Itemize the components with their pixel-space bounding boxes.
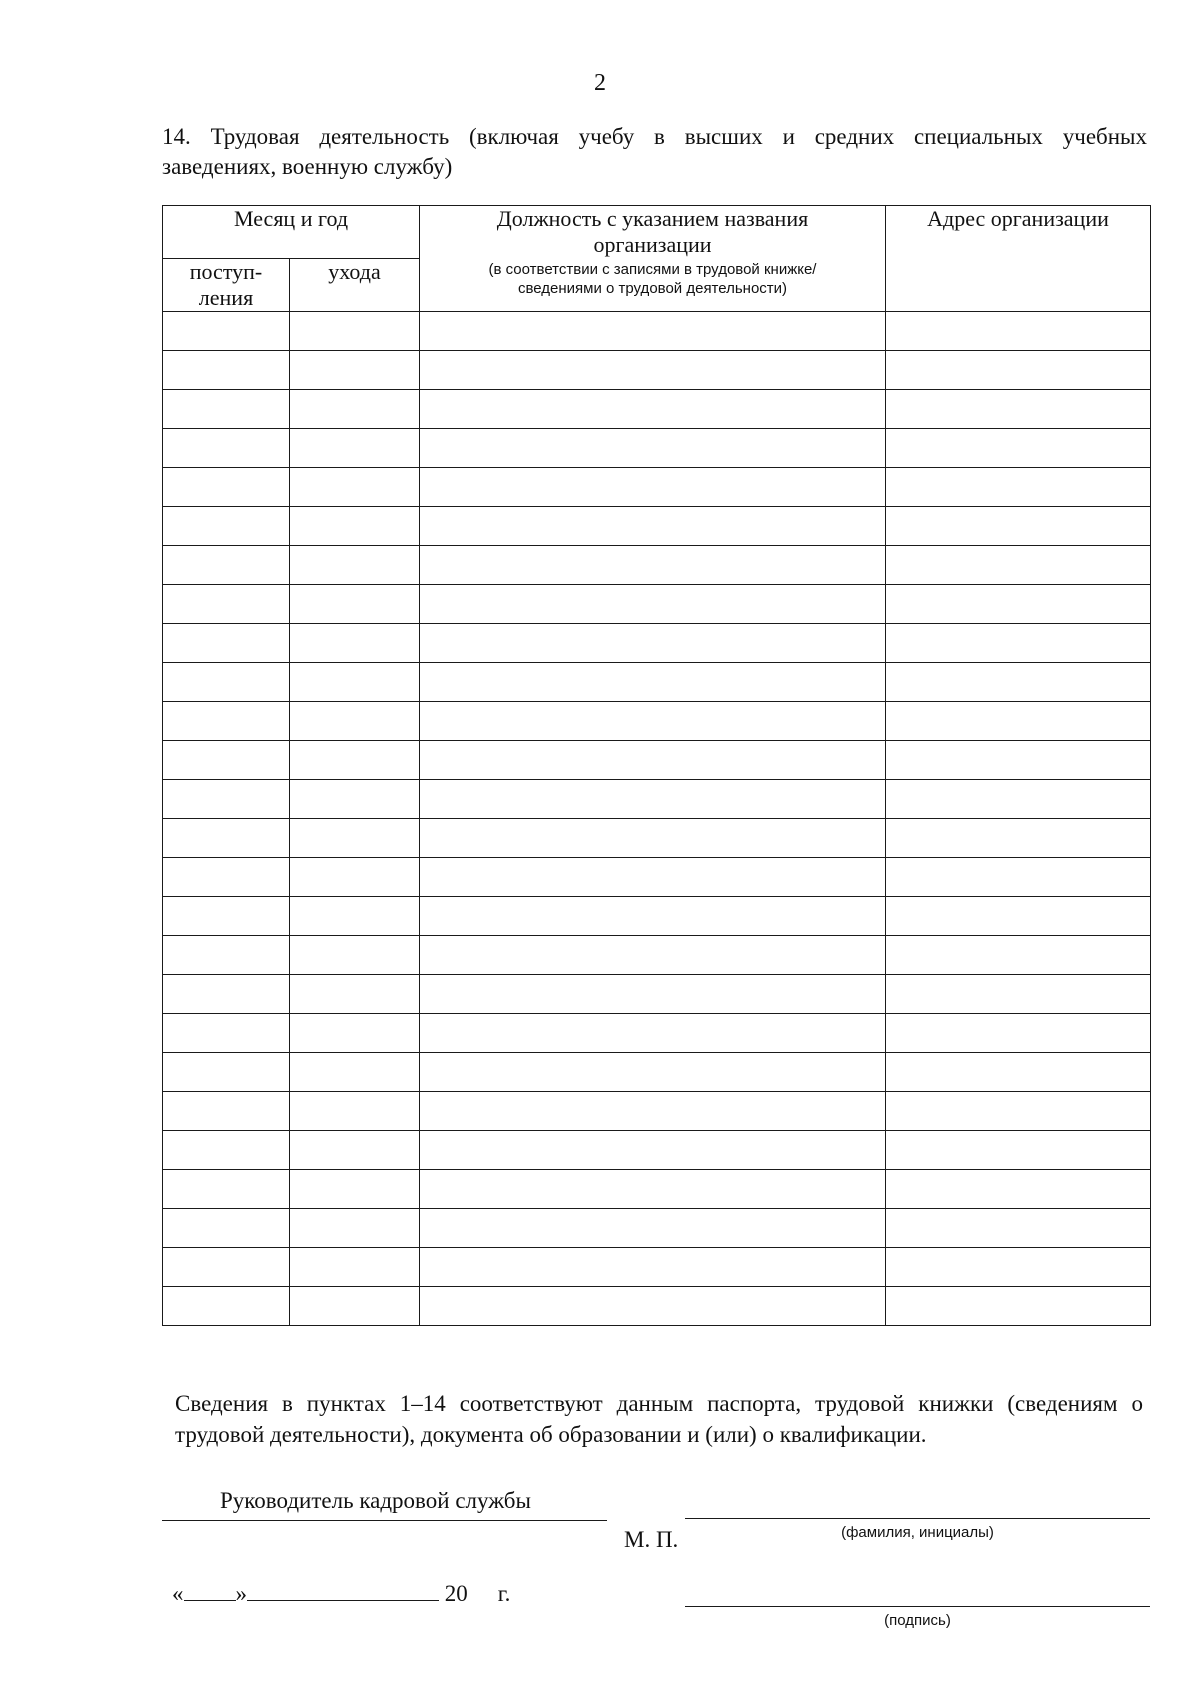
table-row bbox=[163, 351, 1151, 390]
start-date-cell[interactable] bbox=[163, 468, 290, 507]
end-date-cell[interactable] bbox=[290, 936, 420, 975]
position-cell[interactable] bbox=[420, 936, 886, 975]
position-cell[interactable] bbox=[420, 312, 886, 351]
end-date-cell[interactable] bbox=[290, 624, 420, 663]
date-open-quote: « bbox=[172, 1581, 184, 1606]
position-cell[interactable] bbox=[420, 1209, 886, 1248]
hr-title-underline bbox=[162, 1520, 607, 1521]
start-date-cell[interactable] bbox=[163, 1014, 290, 1053]
start-date-label: поступ- ления bbox=[189, 259, 263, 310]
end-date-cell[interactable] bbox=[290, 858, 420, 897]
table-row bbox=[163, 975, 1151, 1014]
section-heading-line-2: заведениях, военную службу) bbox=[162, 154, 453, 179]
address-header bbox=[886, 206, 1151, 312]
table-row bbox=[163, 1092, 1151, 1131]
address-cell[interactable] bbox=[886, 507, 1151, 546]
end-date-cell[interactable] bbox=[290, 351, 420, 390]
table-row bbox=[163, 663, 1151, 702]
end-date-cell[interactable] bbox=[290, 546, 420, 585]
address-cell[interactable] bbox=[886, 585, 1151, 624]
position-cell[interactable] bbox=[420, 585, 886, 624]
start-date-cell[interactable] bbox=[163, 975, 290, 1014]
position-cell[interactable] bbox=[420, 390, 886, 429]
address-cell[interactable] bbox=[886, 741, 1151, 780]
signature-caption: (подпись) bbox=[884, 1612, 951, 1629]
table-row bbox=[163, 1170, 1151, 1209]
end-date-cell[interactable] bbox=[290, 1248, 420, 1287]
address-cell[interactable] bbox=[886, 546, 1151, 585]
hr-head-title: Руководитель кадровой службы bbox=[220, 1488, 531, 1513]
end-date-cell[interactable] bbox=[290, 1170, 420, 1209]
address-cell[interactable] bbox=[886, 624, 1151, 663]
start-date-cell[interactable] bbox=[163, 585, 290, 624]
table-row bbox=[163, 312, 1151, 351]
position-cell[interactable] bbox=[420, 546, 886, 585]
address-cell[interactable] bbox=[886, 936, 1151, 975]
start-date-cell[interactable] bbox=[163, 1209, 290, 1248]
date-year-blank[interactable] bbox=[468, 1581, 498, 1601]
table-row bbox=[163, 741, 1151, 780]
end-date-header bbox=[290, 259, 420, 312]
start-date-cell[interactable] bbox=[163, 1092, 290, 1131]
address-cell[interactable] bbox=[886, 780, 1151, 819]
end-date-cell[interactable] bbox=[290, 1092, 420, 1131]
end-date-cell[interactable] bbox=[290, 702, 420, 741]
position-cell[interactable] bbox=[420, 663, 886, 702]
table-row bbox=[163, 897, 1151, 936]
start-date-cell[interactable] bbox=[163, 1131, 290, 1170]
start-date-header bbox=[163, 259, 290, 312]
date-close-quote: » bbox=[235, 1581, 247, 1606]
address-cell[interactable] bbox=[886, 429, 1151, 468]
table-row bbox=[163, 585, 1151, 624]
date-month-blank[interactable] bbox=[247, 1580, 439, 1601]
start-date-cell[interactable] bbox=[163, 1170, 290, 1209]
position-cell[interactable] bbox=[420, 1053, 886, 1092]
end-date-cell[interactable] bbox=[290, 741, 420, 780]
start-date-cell[interactable] bbox=[163, 1248, 290, 1287]
position-cell[interactable] bbox=[420, 507, 886, 546]
address-cell[interactable] bbox=[886, 1014, 1151, 1053]
position-cell[interactable] bbox=[420, 975, 886, 1014]
certification-line-2: трудовой деятельности), документа об образовании и (или) о квалификации. bbox=[175, 1422, 927, 1447]
end-date-cell[interactable] bbox=[290, 975, 420, 1014]
end-date-cell[interactable] bbox=[290, 585, 420, 624]
end-date-cell[interactable] bbox=[290, 1131, 420, 1170]
end-date-cell[interactable] bbox=[290, 819, 420, 858]
end-date-cell[interactable] bbox=[290, 390, 420, 429]
address-cell[interactable] bbox=[886, 663, 1151, 702]
position-header bbox=[420, 206, 886, 312]
end-date-cell[interactable] bbox=[290, 780, 420, 819]
address-cell[interactable] bbox=[886, 702, 1151, 741]
address-cell[interactable] bbox=[886, 1287, 1151, 1326]
position-cell[interactable] bbox=[420, 702, 886, 741]
position-cell[interactable] bbox=[420, 1170, 886, 1209]
address-cell[interactable] bbox=[886, 1209, 1151, 1248]
start-date-cell[interactable] bbox=[163, 858, 290, 897]
month-year-header bbox=[163, 206, 420, 259]
table-row bbox=[163, 1131, 1151, 1170]
work-history-rows bbox=[163, 312, 1151, 1326]
table-row bbox=[163, 858, 1151, 897]
start-date-cell[interactable] bbox=[163, 390, 290, 429]
table-row bbox=[163, 1248, 1151, 1287]
position-cell[interactable] bbox=[420, 1287, 886, 1326]
start-date-cell[interactable] bbox=[163, 897, 290, 936]
table-row bbox=[163, 624, 1151, 663]
start-date-cell[interactable] bbox=[163, 351, 290, 390]
section-heading-line-1: 14. Трудовая деятельность (включая учебу в высших и средних специальных учебных bbox=[162, 124, 1147, 149]
address-cell[interactable] bbox=[886, 858, 1151, 897]
table-row bbox=[163, 702, 1151, 741]
address-cell[interactable] bbox=[886, 975, 1151, 1014]
start-date-cell[interactable] bbox=[163, 546, 290, 585]
position-cell[interactable] bbox=[420, 1014, 886, 1053]
end-date-cell[interactable] bbox=[290, 468, 420, 507]
address-header-label: Адрес организации bbox=[927, 206, 1109, 231]
certification-line-1: Сведения в пунктах 1–14 соответствуют данным паспорта, трудовой книжки (сведениям о bbox=[175, 1391, 1143, 1416]
start-date-cell[interactable] bbox=[163, 702, 290, 741]
start-date-cell[interactable] bbox=[163, 507, 290, 546]
position-cell[interactable] bbox=[420, 741, 886, 780]
start-date-cell[interactable] bbox=[163, 819, 290, 858]
end-date-cell[interactable] bbox=[290, 663, 420, 702]
end-date-cell[interactable] bbox=[290, 1014, 420, 1053]
position-cell[interactable] bbox=[420, 351, 886, 390]
section-heading bbox=[162, 122, 1147, 182]
address-cell[interactable] bbox=[886, 1170, 1151, 1209]
work-history-table bbox=[162, 205, 1151, 1326]
address-cell[interactable] bbox=[886, 468, 1151, 507]
position-cell[interactable] bbox=[420, 624, 886, 663]
name-initials-field[interactable] bbox=[685, 1518, 1150, 1519]
table-row bbox=[163, 1287, 1151, 1326]
address-cell[interactable] bbox=[886, 351, 1151, 390]
address-cell[interactable] bbox=[886, 819, 1151, 858]
end-date-label: ухода bbox=[328, 259, 381, 284]
end-date-cell[interactable] bbox=[290, 507, 420, 546]
end-date-cell[interactable] bbox=[290, 1287, 420, 1326]
end-date-cell[interactable] bbox=[290, 312, 420, 351]
name-initials-caption: (фамилия, инициалы) bbox=[841, 1524, 994, 1541]
address-cell[interactable] bbox=[886, 1131, 1151, 1170]
position-cell[interactable] bbox=[420, 780, 886, 819]
start-date-cell[interactable] bbox=[163, 780, 290, 819]
end-date-cell[interactable] bbox=[290, 1053, 420, 1092]
position-cell[interactable] bbox=[420, 1131, 886, 1170]
start-date-cell[interactable] bbox=[163, 741, 290, 780]
table-row bbox=[163, 936, 1151, 975]
position-header-title: Должность с указанием названия организации bbox=[496, 206, 809, 257]
table-row bbox=[163, 507, 1151, 546]
page-number: 2 bbox=[594, 70, 606, 96]
table-row bbox=[163, 429, 1151, 468]
table-row bbox=[163, 1053, 1151, 1092]
table-row bbox=[163, 780, 1151, 819]
start-date-cell[interactable] bbox=[163, 312, 290, 351]
start-date-cell[interactable] bbox=[163, 429, 290, 468]
address-cell[interactable] bbox=[886, 1092, 1151, 1131]
start-date-cell[interactable] bbox=[163, 936, 290, 975]
certification-statement bbox=[175, 1388, 1143, 1450]
end-date-cell[interactable] bbox=[290, 429, 420, 468]
address-cell[interactable] bbox=[886, 1053, 1151, 1092]
start-date-cell[interactable] bbox=[163, 624, 290, 663]
position-header-note: (в соответствии с записями в трудовой книжке/сведениями о трудовой деятельности) bbox=[488, 261, 817, 297]
date-year-suffix: г. bbox=[497, 1581, 511, 1606]
table-row bbox=[163, 1209, 1151, 1248]
table-row bbox=[163, 819, 1151, 858]
date-field bbox=[172, 1580, 510, 1607]
table-row bbox=[163, 468, 1151, 507]
position-cell[interactable] bbox=[420, 468, 886, 507]
stamp-placeholder: М. П. bbox=[624, 1527, 679, 1552]
table-row bbox=[163, 1014, 1151, 1053]
month-year-label: Месяц и год bbox=[233, 206, 349, 231]
end-date-cell[interactable] bbox=[290, 897, 420, 936]
table-row bbox=[163, 390, 1151, 429]
date-year-prefix: 20 bbox=[444, 1581, 468, 1606]
position-cell[interactable] bbox=[420, 1092, 886, 1131]
position-cell[interactable] bbox=[420, 858, 886, 897]
date-day-blank[interactable] bbox=[184, 1580, 236, 1601]
address-cell[interactable] bbox=[886, 1248, 1151, 1287]
address-cell[interactable] bbox=[886, 390, 1151, 429]
position-cell[interactable] bbox=[420, 897, 886, 936]
position-cell[interactable] bbox=[420, 1248, 886, 1287]
position-cell[interactable] bbox=[420, 429, 886, 468]
address-cell[interactable] bbox=[886, 897, 1151, 936]
position-cell[interactable] bbox=[420, 819, 886, 858]
table-row bbox=[163, 546, 1151, 585]
start-date-cell[interactable] bbox=[163, 1053, 290, 1092]
start-date-cell[interactable] bbox=[163, 663, 290, 702]
address-cell[interactable] bbox=[886, 312, 1151, 351]
signature-field[interactable] bbox=[685, 1606, 1150, 1607]
start-date-cell[interactable] bbox=[163, 1287, 290, 1326]
end-date-cell[interactable] bbox=[290, 1209, 420, 1248]
